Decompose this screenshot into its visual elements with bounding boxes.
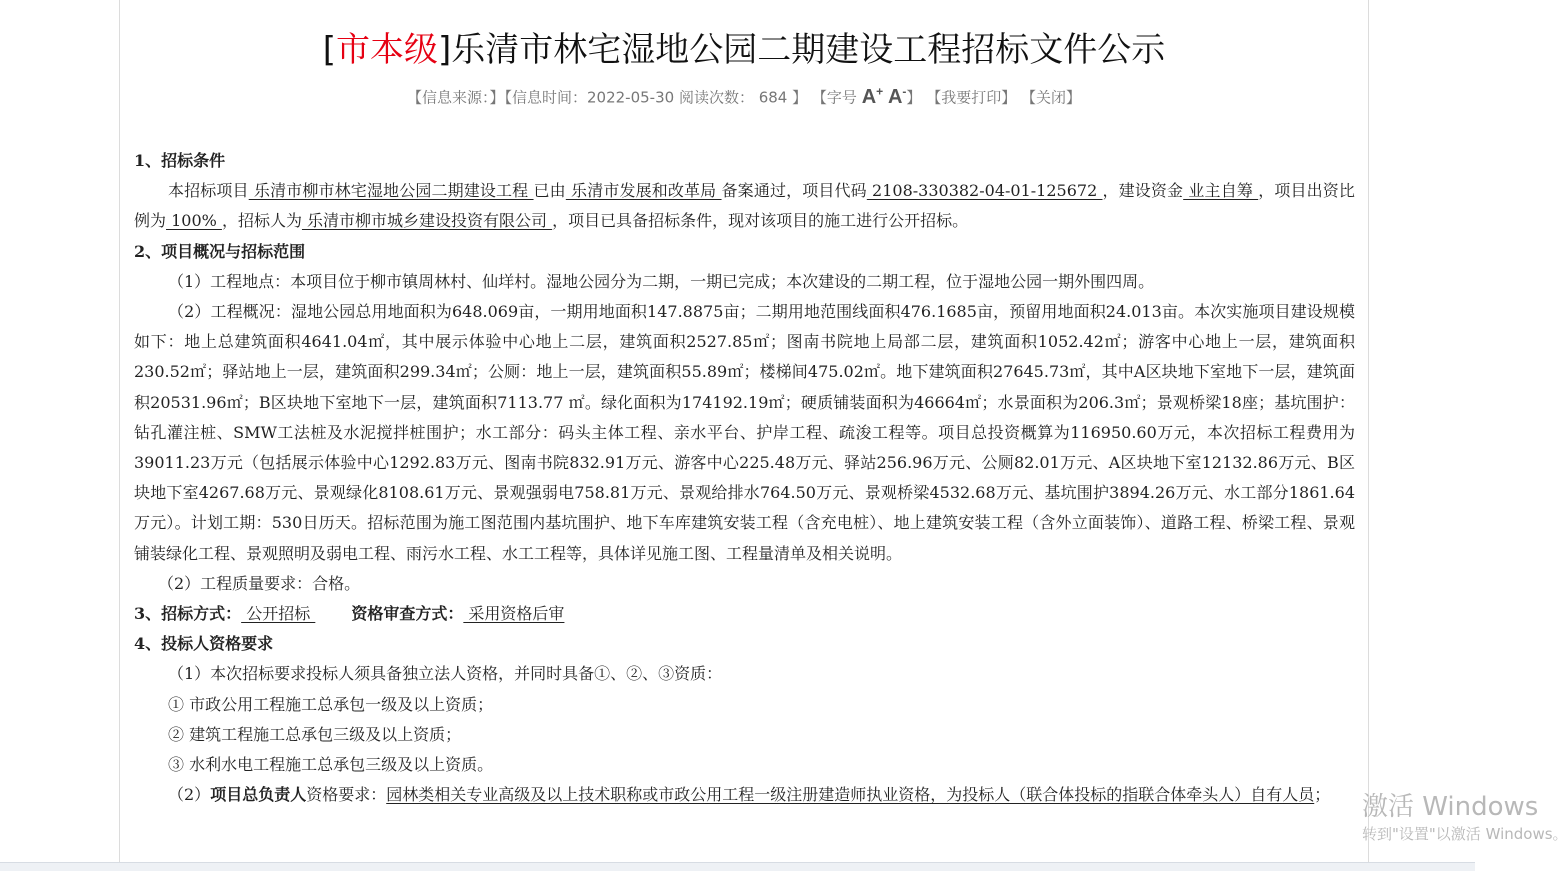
section-heading-4: 4、投标人资格要求 (134, 634, 274, 654)
project-code: 2108-330382-04-01-125672 (866, 181, 1103, 201)
project-leader-requirement-paragraph: （2）项目总负责人资格要求：园林类相关专业高级及以上技术职称或市政公用工程一级注册建造师执业资格，为投标人（联合体投标的指联合体牵头人）自有人员； (168, 785, 1331, 805)
title-bracket-open: [ (322, 30, 336, 70)
section-heading-2: 2、项目概况与招标范围 (134, 241, 306, 261)
title-bracket-close: ] (438, 30, 452, 70)
project-location-paragraph: （1）工程地点：本项目位于柳市镇周林村、仙垟村。湿地公园分为二期，一期已完成；本次建设的二期工程，位于湿地公园一期外围四周。 (168, 271, 1155, 291)
qualification-item-1: ① 市政公用工程施工总承包一级及以上资质； (168, 694, 494, 714)
page-title (120, 22, 1368, 71)
article-meta-bar (120, 84, 1368, 109)
tender-method-line: 3、招标方式： 公开招标 资格审查方式： 采用资格后审 (134, 604, 565, 624)
qualification-item-2: ② 建筑工程施工总承包三级及以上资质； (168, 724, 462, 744)
section-heading-1: 1、招标条件 (134, 151, 226, 170)
fund-ratio: 100% (166, 211, 222, 231)
project-name: 乐清市柳市林宅湿地公园二期建设工程 (248, 181, 534, 201)
font-smaller-button[interactable]: A- (887, 84, 907, 108)
font-size-close: 】 (906, 88, 922, 107)
font-larger-button[interactable]: A+ (861, 84, 884, 108)
tender-method: 公开招标 (241, 604, 316, 624)
close-link[interactable]: 【关闭】 (1020, 88, 1081, 107)
info-source: 【信息来源：】 (406, 88, 505, 107)
qualification-item-3: ③ 水利水电工程施工总承包三级及以上资质。 (168, 755, 494, 775)
horizontal-scrollbar[interactable] (0, 862, 1475, 871)
page-left-border (119, 0, 120, 870)
windows-activation-watermark: 激活 Windows 转到"设置"以激活 Windows。 (1362, 792, 1568, 843)
project-overview-paragraph: （2）工程概况：湿地公园总用地面积为648.069亩，一期用地面积147.8875亩；二期用地范围线面积476.1685亩，预留用地面积24.013亩。本次实施项目建设规模如下：地上总建筑面积4641.04㎡，其中展示体验中心地上二层，建筑面积2527.85㎡；图南书院地上局部二层，建筑面积1052.42㎡；游客中心地上一层，建筑面积230.52㎡；驿站地上一层，建筑面积299.34㎡；公厕：地上一层，建筑面积55.89㎡；楼梯间475.02㎡。地下建筑面积27645.73㎡，其中A区块地下室地下一层，建筑面积20531.96㎡；B区块地下室地下一层，建筑面积7113.77 ㎡。绿化面积为174192.19㎡；硬质铺装面积为46664㎡；水景面积为206.3㎡；景观桥梁18座；基坑围护：钻孔灌注桩、SMW工法桩及水泥搅拌桩围护；水工部分：码头主体工程、亲水平台、护岸工程、疏浚工程等。项目总投资概算为116950.60万元，本次招标工程费用为39011.23万元（包括展示体验中心1292.83万元、图南书院832.91万元、游客中心225.48万元、驿站256.96万元、公厕82.01万元、A区块地下室12132.86万元、B区块地下室4267.68万元、景观绿化8108.61万元、景观强弱电758.81万元、景观给排水764.50万元、景观桥梁4532.68万元、基坑围护3894.26万元、水工部分1861.64万元）。计划工期：530日历天。招标范围为施工图范围内基坑围护、地下车库建筑安装工程（含充电桩）、地上建筑安装工程（含外立面装饰）、道路工程、桥梁工程、景观铺装绿化工程、景观照明及弱电工程、雨污水工程、水工工程等，具体详见施工图、工程量清单及相关说明。 (134, 302, 1355, 563)
title-level-tag: 市本级 (336, 30, 438, 70)
project-leader-requirement: 园林类相关专业高级及以上技术职称或市政公用工程一级注册建造师执业资格，为投标人（联合体投标的指联合体牵头人）自有人员 (386, 785, 1315, 805)
qualification-intro-paragraph: （1）本次招标要求投标人须具备独立法人资格，并同时具备①、②、③资质： (168, 664, 723, 684)
article-body (134, 146, 1355, 810)
info-time: 【信息时间：2022-05-30 阅读次数： 684 】 (504, 88, 808, 107)
fund-source: 业主自筹 (1183, 181, 1259, 201)
page-right-border (1368, 0, 1369, 870)
tenderer-name: 乐清市柳市城乡建设投资有限公司 (301, 211, 553, 231)
tender-conditions-paragraph: 本招标项目 乐清市柳市林宅湿地公园二期建设工程 已由 乐清市发展和改革局 备案通过，项目代码 2108-330382-04-01-125672 ，建设资金 业主自筹 ，项目出资比例为 100% ，招标人为 乐清市柳市城乡建设投资有限公司 ，项目已具备招标条件，现对该项目的施工进行公开招标。 (134, 181, 1355, 231)
title-text: 乐清市林宅湿地公园二期建设工程招标文件公示 (451, 30, 1166, 70)
review-method: 采用资格后审 (463, 604, 565, 624)
font-size-label: 【字号 (811, 88, 857, 107)
quality-requirement-paragraph: （2）工程质量要求：合格。 (158, 573, 361, 593)
approver-name: 乐清市发展和改革局 (565, 181, 722, 201)
print-link[interactable]: 【我要打印】 (926, 88, 1017, 107)
